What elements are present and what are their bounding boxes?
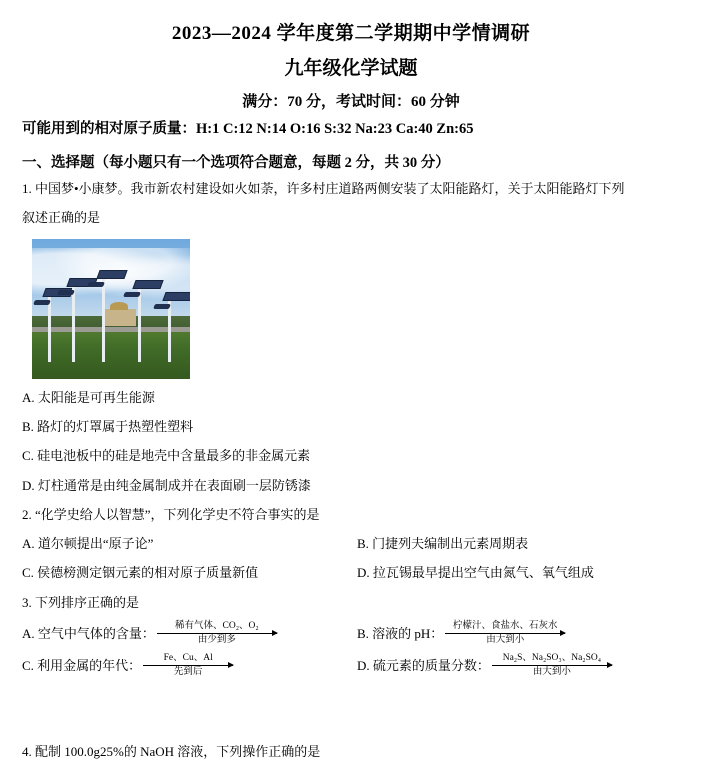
street-lamp-icon	[138, 284, 141, 362]
question-2-option-d[interactable]: D. 拉瓦锡最早提出空气由氮气、氧气组成	[357, 565, 594, 581]
solar-street-lamp-photo	[32, 239, 190, 379]
question-3-option-d[interactable]	[351, 653, 680, 678]
question-3	[22, 592, 680, 678]
question-2-option-b[interactable]: B. 门捷列夫编制出元素周期表	[357, 536, 529, 552]
question-3-option-c-arrow: Fe、Cu、Al 先到后	[143, 653, 233, 678]
question-1-option-c[interactable]: C. 硅电池板中的硅是地壳中含量最多的非金属元素	[22, 448, 311, 464]
question-1-option-b[interactable]: B. 路灯的灯罩属于热塑性塑料	[22, 419, 194, 435]
question-3-option-d-label: D. 硫元素的质量分数：	[357, 657, 490, 673]
question-1-option-a[interactable]: A. 太阳能是可再生能源	[22, 390, 155, 406]
question-2	[22, 504, 680, 585]
question-2-stem-text: “化学史给人以智慧”，下列化学史不符合事实的是	[35, 506, 320, 522]
question-2-options-row-1	[22, 533, 680, 555]
page-title: 2023—2024 学年度第二学期期中学情调研	[171, 23, 531, 44]
question-4-stem	[22, 741, 680, 759]
photo-grass	[32, 332, 190, 380]
question-3-option-b-label: B. 溶液的 pH：	[357, 625, 444, 641]
question-1-stem-text: 中国梦•小康梦。我市新农村建设如火如荼，许多村庄道路两侧安装了太阳能路灯，关于太阳能路灯下列	[35, 180, 625, 196]
question-3-stem-text: 下列排序正确的是	[35, 594, 140, 610]
question-3-option-c-label: C. 利用金属的年代：	[22, 657, 142, 673]
question-3-option-a[interactable]	[22, 621, 351, 646]
question-2-option-a[interactable]: A. 道尔顿提出“原子论”	[22, 536, 154, 552]
question-3-option-a-label: A. 空气中气体的含量：	[22, 625, 155, 641]
question-3-options-row-2	[22, 653, 680, 678]
atomic-mass-note: 可能用到的相对原子质量：H:1 C:12 N:14 O:16 S:32 Na:23 Ca:40 Zn:65	[22, 121, 474, 137]
question-4-number: 4.	[22, 744, 32, 759]
question-1-stem-line2: 叙述正确的是	[22, 209, 101, 225]
question-3-option-b-arrow: 柠檬汁、食盐水、石灰水 由大到小	[445, 621, 565, 646]
question-3-option-a-arrow: 稀有气体、CO₂、O₂ 由少到多	[157, 621, 277, 646]
question-3-stem	[22, 592, 680, 615]
page-subtitle: 九年级化学试题	[284, 58, 418, 79]
question-3-number: 3.	[22, 594, 32, 610]
question-3-option-c[interactable]	[22, 653, 351, 678]
question-1-number: 1.	[22, 180, 32, 196]
photo-building	[102, 309, 137, 326]
question-1	[22, 178, 680, 497]
street-lamp-icon	[102, 274, 105, 362]
question-1-stem-line1	[22, 178, 680, 201]
question-2-options-row-2	[22, 562, 680, 584]
street-lamp-icon	[72, 282, 75, 362]
question-2-option-c[interactable]: C. 侯德榜测定铟元素的相对原子质量新值	[22, 565, 259, 581]
question-2-number: 2.	[22, 506, 32, 522]
street-lamp-icon	[168, 296, 171, 362]
question-4	[22, 741, 680, 759]
exam-info: 满分：70 分，考试时间：60 分钟	[242, 94, 460, 110]
street-lamp-icon	[48, 292, 51, 362]
question-3-option-b[interactable]	[351, 621, 680, 646]
question-3-option-d-arrow: Na₂S、Na₂SO₃、Na₂SO₄ 由大到小	[492, 653, 612, 678]
question-2-stem	[22, 504, 680, 527]
question-1-option-d[interactable]: D. 灯柱通常是由纯金属制成并在表面刷一层防锈漆	[22, 477, 311, 493]
question-4-stem-text: 配制 100.0g25%的 NaOH 溶液，下列操作正确的是	[35, 744, 321, 759]
section-heading: 一、选择题（每小题只有一个选项符合题意，每题 2 分，共 30 分）	[22, 154, 450, 171]
question-3-options-row-1	[22, 621, 680, 646]
